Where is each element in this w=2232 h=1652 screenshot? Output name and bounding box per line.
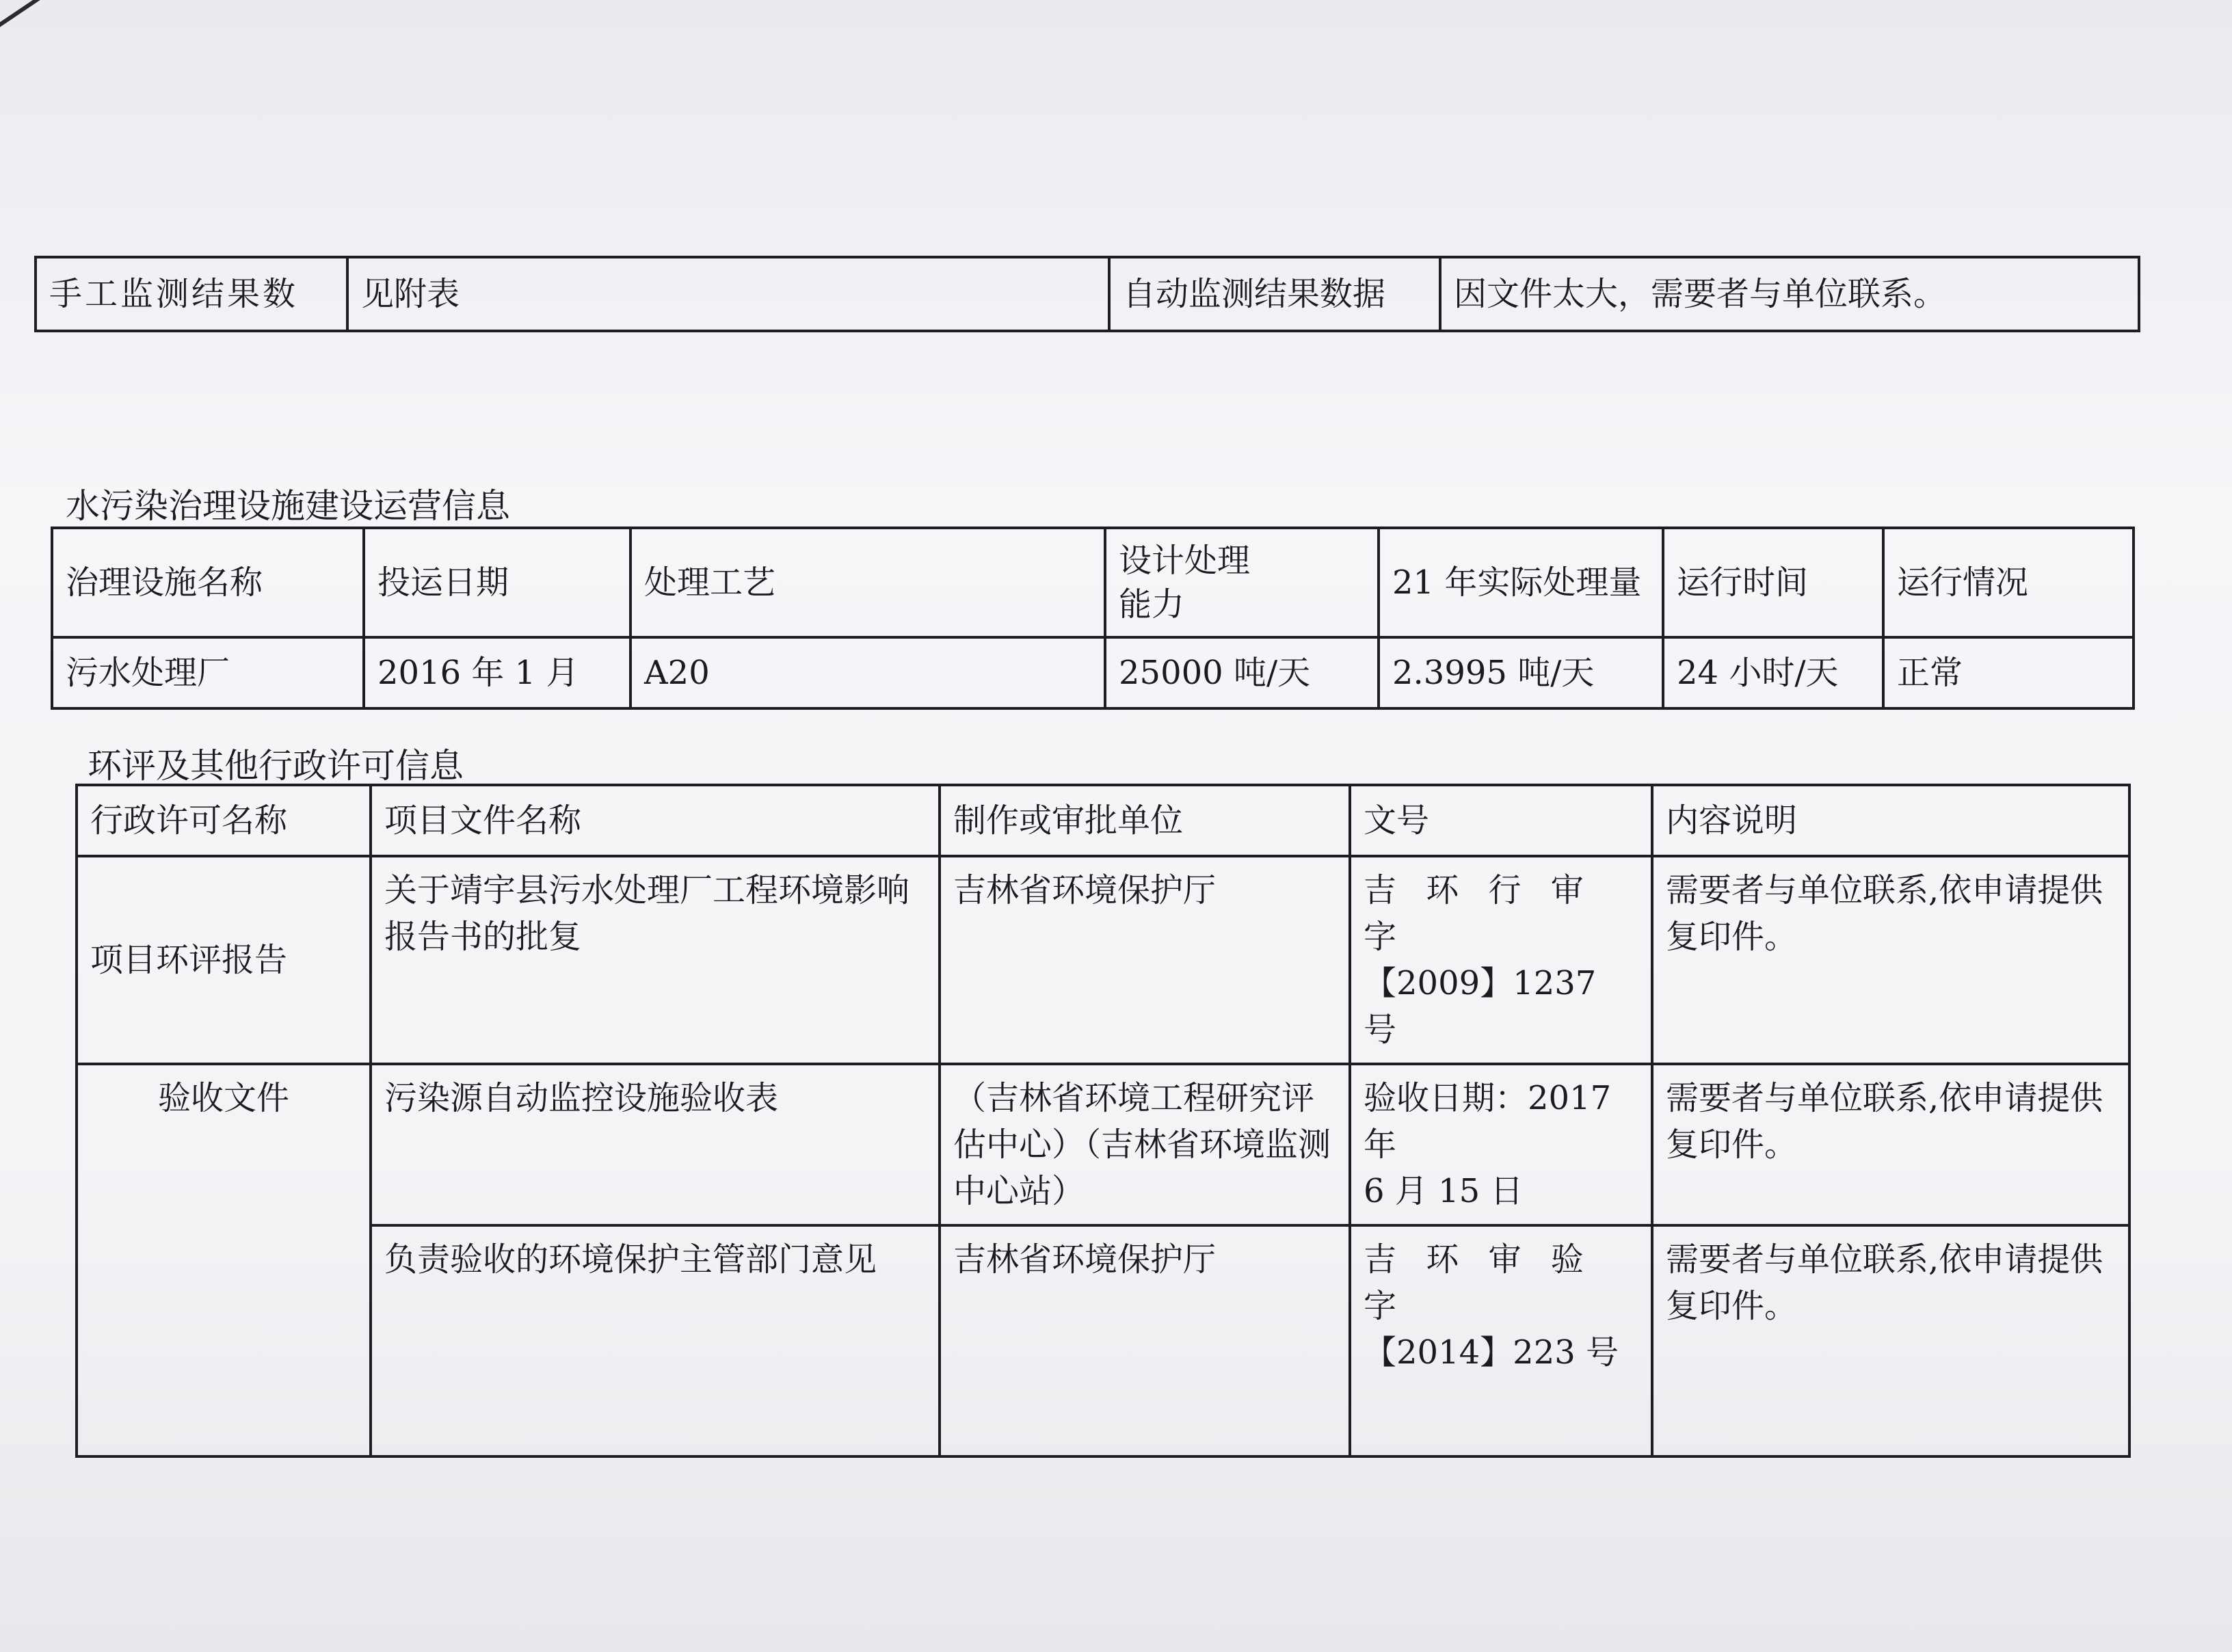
auto-monitoring-value: 因文件太大，需要者与单位联系。 — [1440, 257, 2139, 331]
header-doc-number: 文号 — [1350, 785, 1652, 856]
header-facility-name: 治理设施名称 — [52, 528, 364, 637]
permit-doc-number-line2: 【2014】223 号 — [1364, 1333, 1619, 1372]
manual-monitoring-label: 手工监测结果数 — [36, 257, 347, 331]
permit-approval-unit: 吉林省环境保护厅 — [940, 856, 1350, 1064]
permit-approval-unit: （吉林省环境工程研究评估中心）（吉林省环境监测中心站） — [940, 1064, 1350, 1225]
permit-doc-number-line2: 【2009】1237 号 — [1364, 964, 1597, 1049]
header-content-note: 内容说明 — [1652, 785, 2129, 856]
facility-actual-volume: 2.3995 吨/天 — [1379, 637, 1663, 708]
monitoring-table — [34, 256, 2140, 332]
facility-run-status: 正常 — [1883, 637, 2134, 708]
permit-doc-number-line1: 验收日期：2017 年 — [1364, 1079, 1612, 1164]
header-start-date: 投运日期 — [364, 528, 630, 637]
permit-name: 项目环评报告 — [77, 856, 371, 1064]
header-approval-unit: 制作或审批单位 — [940, 785, 1350, 856]
header-run-time: 运行时间 — [1663, 528, 1883, 637]
permit-row-eia — [77, 856, 2129, 1064]
permit-file-name: 关于靖宇县污水处理厂工程环境影响报告书的批复 — [371, 856, 940, 1064]
permit-doc-number — [1350, 1064, 1652, 1225]
facility-process: A20 — [630, 637, 1105, 708]
permit-content-note: 需要者与单位联系,依申请提供复印件。 — [1652, 1225, 2129, 1456]
permit-row-acceptance — [77, 1064, 2129, 1225]
header-permit-name: 行政许可名称 — [77, 785, 371, 856]
permits-header-row — [77, 785, 2129, 856]
header-design-capacity: 设计处理 能力 — [1105, 528, 1379, 637]
permit-doc-number — [1350, 856, 1652, 1064]
facility-run-time: 24 小时/天 — [1663, 637, 1883, 708]
permit-doc-number — [1350, 1225, 1652, 1456]
monitoring-row — [36, 257, 2139, 331]
header-process: 处理工艺 — [630, 528, 1105, 637]
permit-name: 验收文件 — [77, 1064, 371, 1456]
permit-content-note: 需要者与单位联系,依申请提供复印件。 — [1652, 856, 2129, 1064]
permit-file-name: 负责验收的环境保护主管部门意见 — [371, 1225, 940, 1456]
permit-row-acceptance-opinion — [77, 1225, 2129, 1456]
water-facility-data-row — [52, 637, 2134, 708]
permit-approval-unit: 吉林省环境保护厅 — [940, 1225, 1350, 1456]
permits-title: 环评及其他行政许可信息 — [88, 746, 464, 786]
permit-doc-number-line1: 吉 环 审 验 字 — [1364, 1240, 1593, 1325]
manual-monitoring-value: 见附表 — [347, 257, 1109, 331]
permit-doc-number-line1: 吉 环 行 审 字 — [1364, 871, 1593, 956]
permit-content-note: 需要者与单位联系,依申请提供复印件。 — [1652, 1064, 2129, 1225]
permit-doc-number-line2: 6 月 15 日 — [1364, 1172, 1524, 1210]
facility-name: 污水处理厂 — [52, 637, 364, 708]
permit-file-name: 污染源自动监控设施验收表 — [371, 1064, 940, 1225]
header-run-status: 运行情况 — [1883, 528, 2134, 637]
water-facility-title: 水污染治理设施建设运营信息 — [66, 486, 510, 526]
header-file-name: 项目文件名称 — [371, 785, 940, 856]
permits-table — [75, 784, 2131, 1458]
water-facility-header-row — [52, 528, 2134, 637]
facility-design-capacity: 25000 吨/天 — [1105, 637, 1379, 708]
auto-monitoring-label: 自动监测结果数据 — [1109, 257, 1440, 331]
water-facility-table — [51, 527, 2135, 710]
header-actual-volume: 21 年实际处理量 — [1379, 528, 1663, 637]
facility-start-date: 2016 年 1 月 — [364, 637, 630, 708]
